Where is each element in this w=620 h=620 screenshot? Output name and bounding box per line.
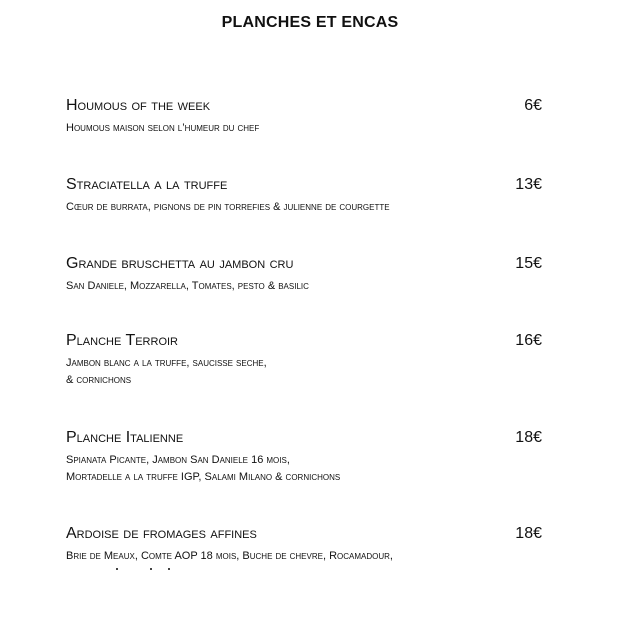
item-description [66,548,546,565]
item-description-line: San Daniele, Mozzarella, Tomates, pesto & basilic [66,280,309,292]
item-description [66,452,546,486]
item-price: 16€ [515,332,542,349]
menu-title: PLANCHES ET ENCAS [221,14,399,31]
menu-item-bruschetta [66,254,546,295]
item-name: Planche Italienne [66,429,184,446]
item-price: 6€ [524,97,542,114]
item-name: Straciatella a la truffe [66,176,228,193]
menu-item-planche-italienne [66,428,546,486]
item-name: Houmous of the week [66,97,211,114]
item-description-line: Spianata Picante, Jambon San Daniele 16 mois, [66,454,290,466]
item-description-line: Jambon blanc a la truffe, saucisse seche, [66,357,267,369]
item-price: 13€ [515,176,542,193]
menu-item-straciatella [66,175,546,216]
item-price: 18€ [515,429,542,446]
item-description-line: Mortadelle a la truffe IGP, Salami Milano & cornichons [66,471,341,483]
menu-item-planche-terroir [66,331,546,389]
item-description-line: Houmous maison selon l’humeur du chef [66,122,260,134]
item-price: 18€ [515,525,542,542]
item-name: Ardoise de fromages affines [66,525,257,542]
menu-item-houmous [66,96,546,137]
item-name: Grande bruschetta au jambon cru [66,255,294,272]
menu-item-ardoise-fromages [66,524,546,565]
item-description [66,120,546,137]
item-description-line: & cornichons [66,374,132,386]
item-price: 15€ [515,255,542,272]
cropped-text-fragment [110,566,260,572]
item-description-line: Brie de Meaux, Comte AOP 18 mois, Buche de chevre, Rocamadour, [66,550,393,562]
item-description-line: Cœur de burrata, pignons de pin torrefies & julienne de courgette [66,201,390,213]
item-description [66,278,546,295]
page-cutoff [0,570,620,620]
item-name: Planche Terroir [66,332,179,349]
item-description [66,355,546,389]
item-description [66,199,546,216]
